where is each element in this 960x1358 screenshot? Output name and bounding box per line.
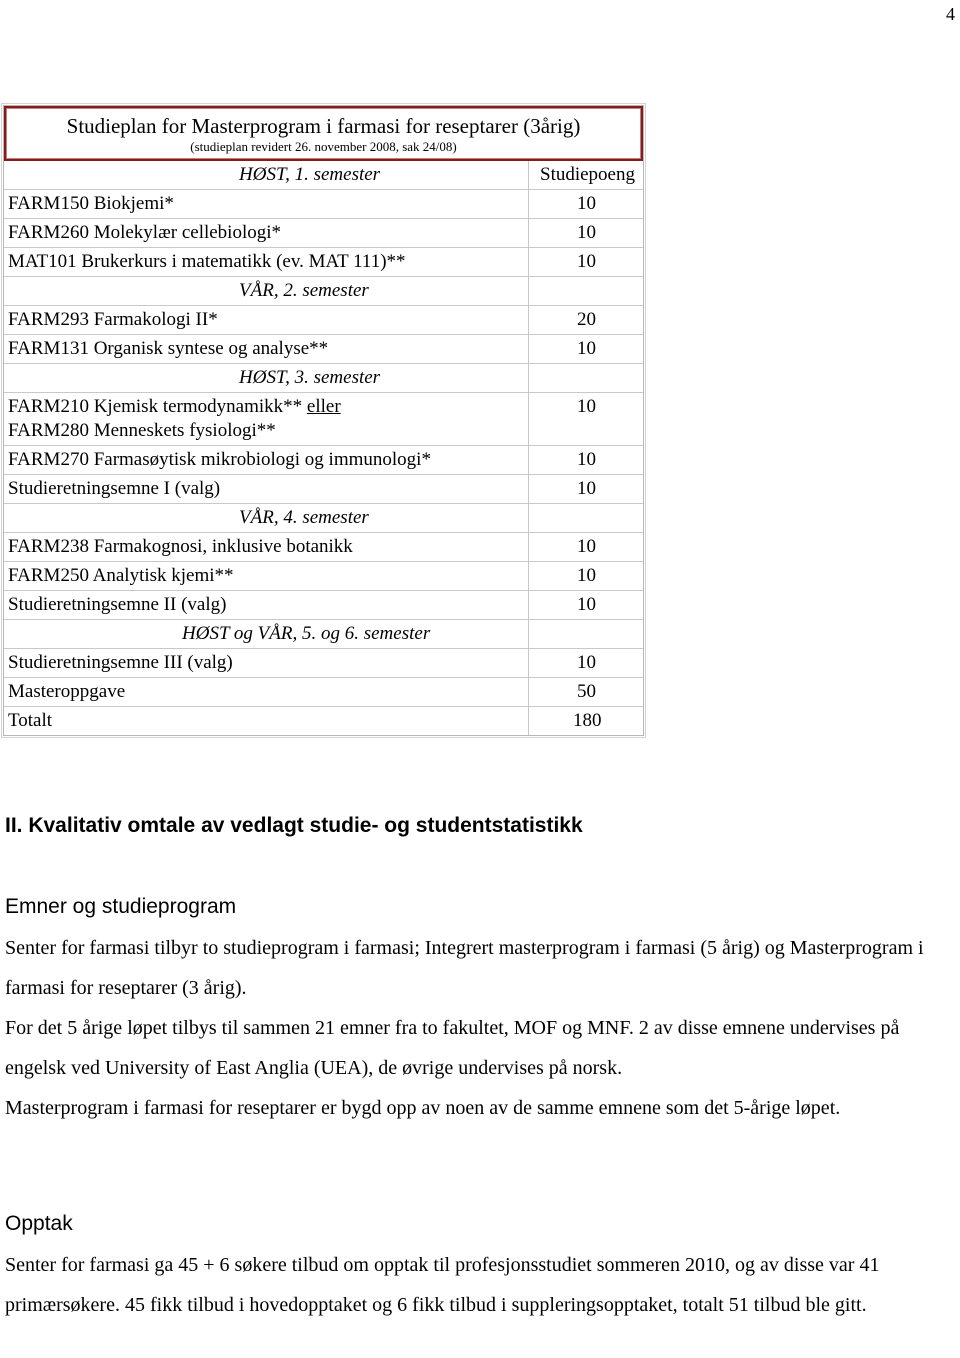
course-points: 10 (529, 649, 643, 678)
course-points: 10 (529, 562, 643, 591)
table-row (4, 591, 643, 620)
semester-label: VÅR, 4. semester (4, 504, 529, 533)
semester-label: HØST og VÅR, 5. og 6. semester (4, 620, 529, 649)
section-heading: II. Kvalitativ omtale av vedlagt studie- og studentstatistikk (5, 814, 583, 837)
course-name: Studieretningsemne III (valg) (4, 649, 529, 678)
table-row (4, 533, 643, 562)
paragraph: Masterprogram i farmasi for reseptarer er bygd opp av noen av de samme emnene som det 5-årige løpet. (5, 1097, 841, 1119)
plan-subtitle: (studieplan revidert 26. november 2008, sak 24/08) (190, 139, 457, 155)
course-name: FARM270 Farmasøytisk mikrobiologi og immunologi* (4, 446, 529, 475)
course-points: 10 (529, 393, 643, 446)
course-name: FARM131 Organisk syntese og analyse** (4, 335, 529, 364)
opptak-body (5, 1245, 955, 1325)
total-points: 180 (573, 710, 602, 732)
table-row (4, 335, 643, 364)
course-points: 10 (529, 591, 643, 620)
paragraph: Senter for farmasi tilbyr to studieprogram i farmasi; Integrert masterprogram i farmasi (5 årig) og Masterprogram i farmasi for reseptarer (3 årig). (5, 937, 924, 999)
total-label: Totalt (4, 707, 529, 735)
table-row (4, 306, 643, 335)
course-points: 20 (529, 306, 643, 335)
table-row (4, 649, 643, 678)
table-row (4, 190, 643, 219)
study-plan-table (3, 105, 644, 736)
course-name: FARM238 Farmakognosi, inklusive botanikk (4, 533, 529, 562)
course-name: Studieretningsemne II (valg) (4, 591, 529, 620)
semester-label: HØST, 3. semester (4, 364, 529, 393)
plan-title: Studieplan for Masterprogram i farmasi for reseptarer (3årig) (66, 114, 581, 138)
course-points: 10 (529, 248, 643, 277)
course-name: FARM260 Molekylær cellebiologi* (4, 219, 529, 248)
course-points: 10 (529, 219, 643, 248)
course-name: MAT101 Brukerkurs i matematikk (ev. MAT 111)** (4, 248, 529, 277)
course-name: Studieretningsemne I (valg) (4, 475, 529, 504)
course-name: Masteroppgave (4, 678, 529, 707)
emner-body (5, 928, 955, 1128)
option-second: FARM280 Menneskets fysiologi** (8, 420, 276, 442)
semester-label: VÅR, 2. semester (4, 277, 529, 306)
table-row (4, 562, 643, 591)
table-row (4, 248, 643, 277)
course-points: 50 (529, 678, 643, 707)
course-option (4, 393, 529, 446)
paragraph: For det 5 årige løpet tilbys til sammen 21 emner fra to fakultet, MOF og MNF. 2 av disse emnene undervises på engelsk ved University of East Anglia (UEA), de øvrige undervises på norsk. (5, 1017, 900, 1079)
table-row (4, 219, 643, 248)
option-connector: eller (306, 396, 341, 418)
page-number: 4 (946, 4, 955, 24)
course-name: FARM150 Biokjemi* (4, 190, 529, 219)
course-name: FARM293 Farmakologi II* (4, 306, 529, 335)
table-row (4, 446, 643, 475)
empty-cell (529, 620, 643, 649)
opptak-heading: Opptak (5, 1212, 73, 1235)
table-row (4, 678, 643, 707)
semester-label: HØST, 1. semester (4, 161, 529, 190)
course-name: FARM250 Analytisk kjemi** (4, 562, 529, 591)
empty-cell (529, 364, 643, 393)
option-first: FARM210 Kjemisk termodynamikk** (8, 396, 303, 418)
plan-title-cell (4, 106, 643, 161)
course-points: 10 (529, 190, 643, 219)
points-header: Studiepoeng (529, 161, 643, 190)
course-points: 10 (529, 533, 643, 562)
empty-cell (529, 504, 643, 533)
emner-heading: Emner og studieprogram (5, 895, 237, 918)
course-points: 10 (529, 475, 643, 504)
course-points: 10 (529, 335, 643, 364)
paragraph: Senter for farmasi ga 45 + 6 søkere tilbud om opptak til profesjonsstudiet sommeren 2010, og av disse var 41 primærsøkere. 45 fikk tilbud i hovedopptaket og 6 fikk tilbud i suppleringsopptaket, totalt 51 tilbud ble gitt. (5, 1254, 880, 1316)
table-row (4, 475, 643, 504)
empty-cell (529, 277, 643, 306)
table-row (4, 393, 643, 446)
course-points: 10 (529, 446, 643, 475)
total-row (4, 707, 643, 735)
